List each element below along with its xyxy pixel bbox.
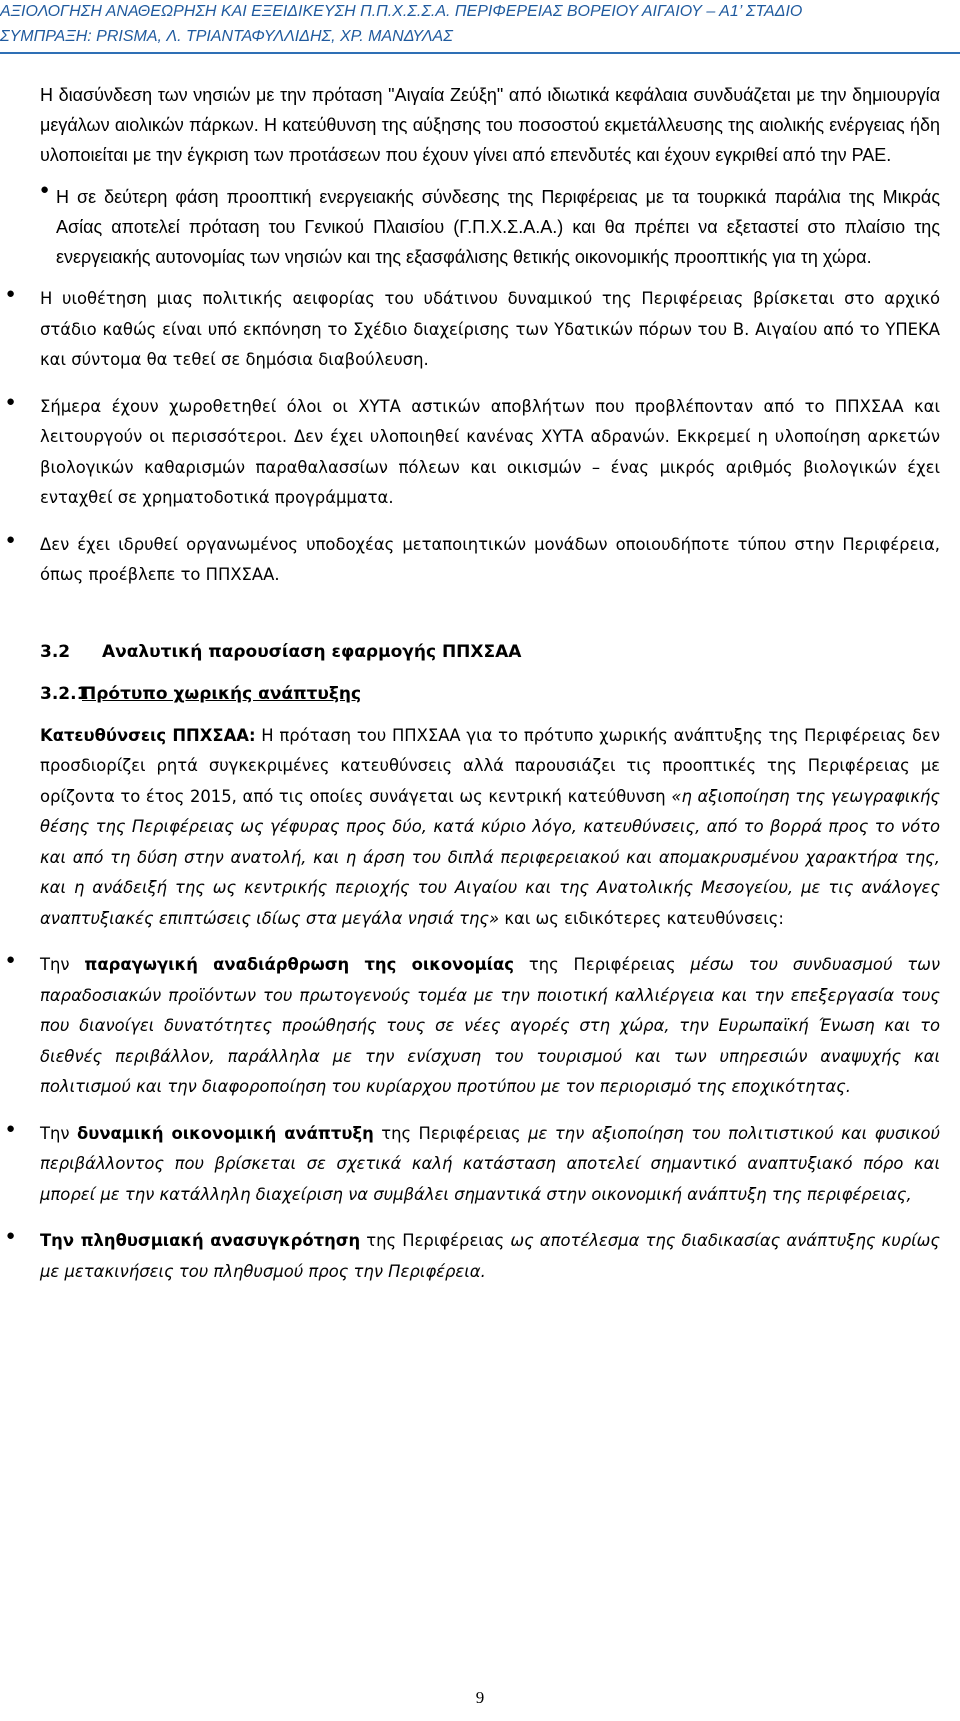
list-item-text: Σήμερα έχουν χωροθετηθεί όλοι οι ΧΥΤΑ αστικών αποβλήτων που προβλέπονταν από το ΠΠΧΣΑΑ και λειτουργούν οι περισσότεροι. Δεν έχει υλοποιηθεί κανένας ΧΥΤΑ αδρανών. Εκκρεμεί η υλοποίηση αρκετών βιολογικών καθαρισμών παραθαλασσίων πόλεων και οικισμών – ένας μικρός αριθμός βιολογικών έχει ενταχθεί σε χρηματοδοτικά προγράμματα.: [40, 396, 940, 507]
direction-keyword: δυναμική οικονομική ανάπτυξη: [77, 1123, 374, 1143]
header-rule: [0, 52, 960, 54]
direction-description: ως αποτέλεσμα της διαδικασίας ανάπτυξης κυρίως με μετακινήσεις του πληθυσμού προς την Περιφέρεια.: [40, 1231, 940, 1281]
direction-keyword: Την πληθυσμιακή ανασυγκρότηση: [40, 1231, 361, 1250]
list-item-text: Η υιοθέτηση μιας πολιτικής αειφορίας του υδάτινου δυναμικού της Περιφέρειας βρίσκεται στο αρχικό στάδιο καθώς είναι υπό εκπόνηση το Σχέδιο διαχείρισης των Υδατικών πόρων του Β. Αιγαίου από το ΥΠΕΚΑ και σύντομα θα τεθεί σε δημόσια διαβούλευση.: [40, 289, 940, 369]
running-header-authors: ΣΥΜΠΡΑΞΗ: PRISMA, Λ. ΤΡΙΑΝΤΑΦΥΛΛΙΔΗΣ, ΧΡ. ΜΑΝΔΥΛΑΣ: [0, 28, 453, 45]
direction-prefix: Την: [40, 955, 85, 974]
bullet-icon: ●: [40, 182, 50, 198]
list-item: [6, 284, 940, 376]
list-item-text: Δεν έχει ιδρυθεί οργανωμένος υποδοχέας μεταποιητικών μονάδων οποιουδήποτε τύπου στην Περιφέρεια, όπως προέβλεπε το ΠΠΧΣΑΑ.: [40, 534, 940, 584]
list-item-text: [40, 1226, 940, 1287]
list-item-text: [40, 1119, 940, 1211]
bullet-icon: ●: [6, 286, 16, 302]
intro-paragraph: Η διασύνδεση των νησιών με την πρόταση "Αιγαία Ζεύξη" από ιδιωτικά κεφάλαια συνδυάζεται με την δημιουργία μεγάλων αιολικών πάρκων. Η κατεύθυνση της αύξησης του ποσοστού εκμετάλλευσης της αιολικής ενέργειας ήδη υλοποιείται με την έγκριση των προτάσεων που έχουν γίνει από επενδυτές και έχουν εγκριθεί από την ΡΑΕ.: [40, 85, 940, 165]
direction-keyword: παραγωγική αναδιάρθρωση της οικονομίας: [84, 955, 515, 974]
guidelines-quote: «η αξιοποίηση της γεωγραφικής θέσης της Περιφέρειας ως γέφυρας προς δύο, κατά κύριο λόγο, κατευθύνσεις, από το βορρά προς το νότο και από τη δύση στην ανατολή, και η άρση του διπλά περιφερειακού και απομακρυσμένου χαρακτήρα της, και η ανάδειξή της ως κεντρικής περιοχής του Αιγαίου και της Ανατολικής Μεσογείου, με τις ανάλογες αναπτυξιακές επιπτώσεις ιδίως στα μεγάλα νησιά της»: [40, 786, 941, 928]
guidelines-paragraph: [40, 721, 940, 935]
section-number: 3.2: [40, 641, 71, 662]
guidelines-label: Κατευθύνσεις ΠΠΧΣΑΑ:: [40, 725, 256, 745]
bullet-icon: ●: [6, 531, 16, 548]
bullet-icon: ●: [6, 1228, 16, 1244]
direction-mid: της Περιφέρειας: [514, 955, 691, 974]
running-header-title: ΑΞΙΟΛΟΓΗΣΗ ΑΝΑΘΕΩΡΗΣΗ ΚΑΙ ΕΞΕΙΔΙΚΕΥΣΗ Π.Π.Χ.Σ.Σ.Α. ΠΕΡΙΦΕΡΕΙΑΣ ΒΟΡΕΙΟΥ ΑΙΓΑΙΟΥ – Α1’ ΣΤΑΔΙΟ: [0, 3, 803, 20]
list-item-text: [40, 950, 940, 1103]
list-item: [6, 530, 940, 591]
list-item: [6, 1226, 940, 1287]
bullet-icon: ●: [6, 952, 16, 968]
list-item: [6, 950, 940, 1103]
section-heading: [40, 639, 940, 665]
list-item: [6, 1119, 940, 1211]
status-bullet-list: [6, 284, 940, 591]
list-item: [6, 392, 940, 514]
list-item-text: Η σε δεύτερη φάση προοπτική ενεργειακής σύνδεσης της Περιφέρειας με τα τουρκικά παράλια της Μικράς Ασίας αποτελεί πρόταση του Γενικού Πλαισίου (Γ.Π.Χ.Σ.Α.Α.) και θα πρέπει να εξεταστεί στο πλαίσιο της ενεργειακής αυτονομίας των νησιών και της εξασφάλισης θετικής οικονομικής προοπτικής για τη χώρα.: [56, 187, 940, 267]
direction-mid: της Περιφέρειας: [373, 1123, 529, 1143]
list-item: [40, 182, 940, 272]
direction-prefix: Την: [40, 1123, 78, 1143]
directions-bullet-list: [6, 950, 940, 1287]
document-body: [6, 80, 941, 1287]
direction-description: μέσω του συνδυασμού των παραδοσιακών προϊόντων του πρωτογενούς τομέα με την ποιοτική καλλιέργεια και την επεξεργασία τους που διανοίγει δυνατότητες προώθησής τους σε νέες αγορές στη χώρα, την Ευρωπαϊκή Ένωση και το διεθνές περιβάλλον, παράλληλα με την ενίσχυση του τουρισμού και των υπηρεσιών αναψυχής και πολιτισμού και την διαφοροποίηση του κυρίαρχου προτύπου με τον περιορισμό της εποχικότητας.: [40, 955, 940, 1096]
guidelines-text: Η πρόταση του ΠΠΧΣΑΑ για το πρότυπο χωρικής ανάπτυξης της Περιφέρειας δεν προσδιορίζει ρητά συγκεκριμένες κατευθύνσεις αλλά παρουσιάζει τις προοπτικές της Περιφέρειας με ορίζοντα το έτος 2015, από τις οποίες συνάγεται ως κεντρική κατεύθυνση: [40, 725, 940, 806]
subsection-title: Πρότυπο χωρικής ανάπτυξης: [82, 683, 362, 704]
bullet-icon: ●: [6, 1120, 16, 1137]
direction-mid: της Περιφέρειας: [360, 1231, 511, 1250]
subsection-heading: [40, 681, 940, 707]
subsection-number: 3.2.1: [40, 683, 89, 704]
guidelines-text-end: και ως ειδικότερες κατευθύνσεις:: [499, 908, 784, 928]
intro-bullet-list: [40, 182, 940, 272]
bullet-icon: ●: [6, 393, 16, 410]
section-title: Αναλυτική παρουσίαση εφαρμογής ΠΠΧΣΑΑ: [102, 641, 522, 662]
page-number: 9: [475, 1688, 485, 1707]
direction-description: με την αξιοποίηση του πολιτιστικού και φυσικού περιβάλλοντος που βρίσκεται σε σχετικά καλή κατάσταση αποτελεί σημαντικό αναπτυξιακό πόρο και μπορεί με την κατάλληλη διαχείριση να συμβάλει σημαντικά στην οικονομική ανάπτυξη της περιφέρειας,: [40, 1123, 940, 1204]
